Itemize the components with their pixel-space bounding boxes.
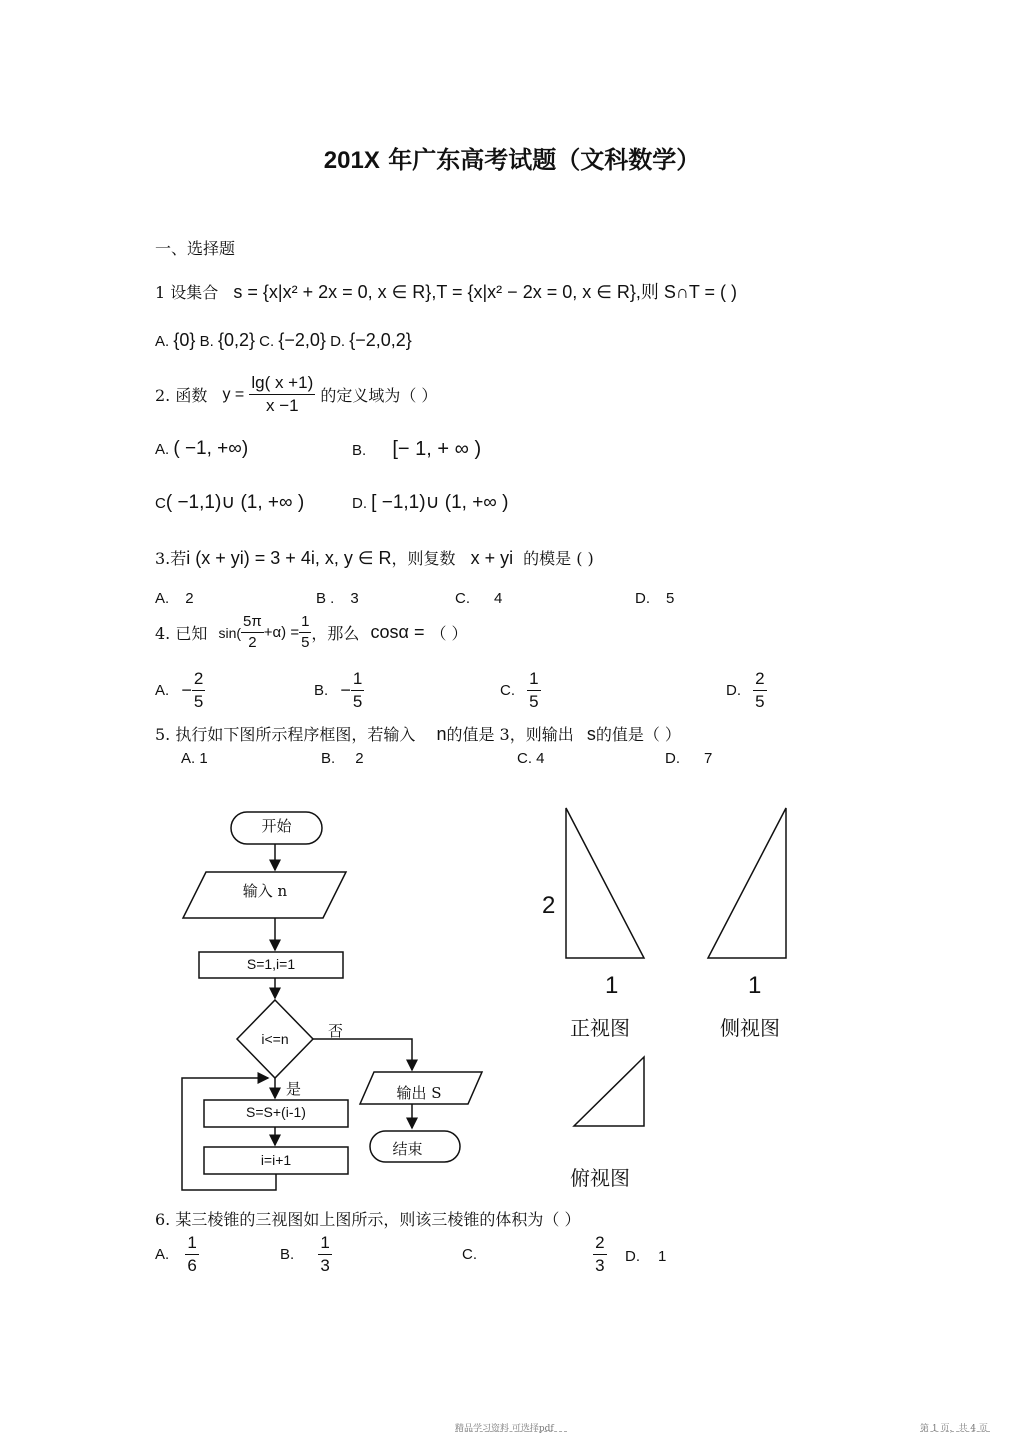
q5-opt-d-label: D. bbox=[665, 750, 680, 767]
q5-opt-d-value: 7 bbox=[704, 750, 713, 767]
q4-rnum: 1 bbox=[299, 612, 311, 633]
flow-init: S=1,i=1 bbox=[246, 956, 296, 972]
front-base-label: 1 bbox=[605, 972, 619, 999]
front-view-caption: 正视图 bbox=[570, 1016, 630, 1040]
flow-output: 输出 S bbox=[396, 1084, 442, 1102]
q5-opt-a-label: A. bbox=[181, 750, 196, 767]
q4-opt-d-label: D. bbox=[726, 682, 741, 699]
flow-yes-label: 是 bbox=[286, 1080, 302, 1098]
q6-opt-b bbox=[280, 1232, 332, 1277]
q6-opt-a-label: A. bbox=[155, 1246, 170, 1263]
q6-opt-a-num: 1 bbox=[185, 1232, 198, 1255]
q2-tail: 的定义域为（ ） bbox=[320, 386, 438, 405]
q6-opt-c bbox=[462, 1232, 607, 1277]
q2-opt-d-label: D. bbox=[352, 495, 367, 512]
q1-opt-b: {0,2} bbox=[217, 330, 255, 350]
q6-opt-a bbox=[155, 1232, 199, 1277]
q1-opt-d-label: D. bbox=[330, 333, 346, 350]
q4-rden: 5 bbox=[301, 634, 310, 651]
q4-opt-c-den: 5 bbox=[529, 692, 539, 711]
q1-stem-text: 1 设集合 bbox=[155, 283, 219, 302]
q4-opt-a-den: 5 bbox=[193, 692, 204, 711]
q2-stem-text: 2. 函数 bbox=[155, 386, 208, 405]
q6-opt-c-den: 3 bbox=[595, 1256, 605, 1275]
q2-opt-c-label: C bbox=[155, 495, 166, 512]
q2-denominator: x −1 bbox=[265, 396, 299, 415]
q2-opt-c-value: ( −1,1)∪ (1, +∞ ) bbox=[165, 492, 305, 513]
q4-opt-a-sign: − bbox=[181, 680, 192, 700]
q3-opt-b-value: 3 bbox=[350, 590, 359, 607]
q3-stem-text: 3.若 bbox=[155, 549, 187, 568]
q5-opt-b-value: 2 bbox=[355, 750, 364, 767]
q5-stem-text: 5. 执行如下图所示程序框图，若输入 bbox=[155, 725, 416, 744]
q3-opt-d-label: D. bbox=[635, 590, 650, 607]
flow-start: 开始 bbox=[261, 817, 292, 835]
q2-opt-d-value: [ −1,1)∪ (1, +∞ ) bbox=[371, 492, 509, 513]
q3-opt-d-value: 5 bbox=[666, 590, 675, 607]
q4-num: 5π bbox=[241, 612, 264, 633]
q4-opt-a-label: A. bbox=[155, 682, 170, 699]
q5-tail: 的值是（ ） bbox=[595, 725, 681, 744]
flow-end: 结束 bbox=[392, 1140, 423, 1158]
q6-opt-d-value: 1 bbox=[658, 1248, 667, 1265]
q2-y: y = bbox=[222, 385, 245, 403]
footer-page-rule bbox=[920, 1431, 990, 1432]
q4-opt-b-den: 5 bbox=[352, 692, 363, 711]
top-view-caption: 俯视图 bbox=[570, 1166, 630, 1190]
q5-opt-b-label: B. bbox=[321, 750, 336, 767]
q3-opt-a-label: A. bbox=[155, 590, 170, 607]
q6-opt-c-label: C. bbox=[462, 1246, 477, 1263]
q3-expression2: x + yi bbox=[470, 548, 514, 568]
q4-sin: sin( bbox=[218, 624, 242, 641]
flow-no-label: 否 bbox=[328, 1022, 344, 1040]
q4-opt-d-den: 5 bbox=[755, 692, 765, 711]
q5-n: n bbox=[436, 724, 447, 744]
flow-loop-arrow bbox=[182, 1078, 276, 1190]
q4-opt-c-num: 1 bbox=[527, 668, 540, 691]
three-views bbox=[566, 808, 786, 1126]
q5-opt-c-label: C. bbox=[517, 750, 532, 767]
q4-stem-text: 4. 已知 bbox=[155, 624, 208, 643]
side-base-label: 1 bbox=[748, 972, 762, 999]
front-view-triangle bbox=[566, 808, 644, 958]
q1-opt-a: {0} bbox=[173, 330, 196, 350]
q4-mid: ，那么 bbox=[311, 624, 360, 643]
q4-cos: cosα = bbox=[370, 622, 425, 642]
q3-mid: ，则复数 bbox=[391, 549, 456, 568]
title-text: 年广东高考试题（文科数学） bbox=[379, 145, 701, 174]
flow-cond: i<=n bbox=[261, 1031, 289, 1047]
q1-opt-a-label: A. bbox=[155, 333, 170, 350]
q1-opt-c-label: C. bbox=[259, 333, 275, 350]
section-heading: 一、选择题 bbox=[155, 239, 236, 258]
top-view-triangle bbox=[574, 1057, 644, 1126]
side-view-triangle bbox=[708, 808, 786, 958]
q5-s: s bbox=[586, 724, 596, 744]
q6-opt-b-frac bbox=[318, 1232, 331, 1277]
q5-opt-c-value: 4 bbox=[536, 750, 545, 767]
flow-input: 输入 n bbox=[242, 882, 288, 900]
q3-opt-a-value: 2 bbox=[185, 590, 194, 607]
q6-opt-a-den: 6 bbox=[187, 1256, 197, 1275]
q6-opt-d bbox=[625, 1248, 666, 1265]
q3-expression: i (x + yi) = 3 + 4i, x, y ∈ R bbox=[186, 548, 392, 568]
q6-opt-b-num: 1 bbox=[318, 1232, 331, 1255]
q4-den: 2 bbox=[248, 634, 257, 651]
flow-no-arrow bbox=[313, 1039, 412, 1070]
q5-mid: 的值是 3，则输出 bbox=[446, 725, 574, 744]
flowchart bbox=[182, 812, 482, 1190]
q4-opt-c-label: C. bbox=[500, 682, 515, 699]
side-view-caption: 侧视图 bbox=[720, 1016, 780, 1040]
q2-opt-a-value: ( −1, +∞) bbox=[173, 438, 249, 459]
q4-opt-a-num: 2 bbox=[192, 668, 205, 691]
q2-opt-a-label: A. bbox=[155, 441, 170, 458]
q5-opt-a-value: 1 bbox=[199, 750, 208, 767]
q1-opt-d: {−2,0,2} bbox=[349, 330, 412, 350]
q4-plus: +α) = bbox=[263, 624, 300, 641]
q6-opt-c-frac bbox=[593, 1232, 606, 1277]
footer-page: 第 1 页，共 4 页 bbox=[920, 1424, 988, 1434]
q4-opt-d-num: 2 bbox=[753, 668, 766, 691]
q1-opt-c: {−2,0} bbox=[278, 330, 326, 350]
q4-opt-b-label: B. bbox=[314, 682, 329, 699]
q3-tail: 的模是 ( ) bbox=[523, 549, 594, 568]
q2-numerator: lg( x +1) bbox=[249, 372, 315, 395]
q6-opt-b-den: 3 bbox=[320, 1256, 330, 1275]
q2-opt-b-label: B. bbox=[352, 442, 367, 459]
title-year: 201X bbox=[323, 147, 380, 174]
q3-opt-c-value: 4 bbox=[494, 590, 503, 607]
q4-tail: （ ） bbox=[430, 624, 468, 643]
flow-step1: S=S+(i-1) bbox=[246, 1104, 306, 1120]
q3-opt-b-label: B . bbox=[316, 590, 335, 607]
q4-opt-b-num: 1 bbox=[351, 668, 364, 691]
q1-expression: s = {x|x² + 2x = 0, x ∈ R},T = {x|x² − 2x = 0, x ∈ R},则 S∩T = ( ) bbox=[233, 282, 738, 302]
footer-center-rule bbox=[455, 1431, 567, 1432]
flow-step2: i=i+1 bbox=[260, 1152, 292, 1168]
q6-opt-c-num: 2 bbox=[593, 1232, 606, 1255]
q2-opt-b-value: [− 1, + ∞ ) bbox=[392, 438, 482, 460]
footer-center: 精品学习资料 可选择pdf bbox=[455, 1424, 554, 1434]
q6-opt-b-label: B. bbox=[280, 1246, 295, 1263]
view-height-label: 2 bbox=[542, 892, 556, 919]
q3-opt-c-label: C. bbox=[455, 590, 470, 607]
q6-opt-a-frac bbox=[185, 1232, 198, 1277]
q6-stem: 6. 某三棱锥的三视图如上图所示，则该三棱锥的体积为（ ） bbox=[155, 1210, 581, 1229]
q1-opt-b-label: B. bbox=[199, 333, 214, 350]
q6-opt-d-label: D. bbox=[625, 1248, 640, 1265]
q4-opt-b-sign: − bbox=[340, 680, 351, 700]
